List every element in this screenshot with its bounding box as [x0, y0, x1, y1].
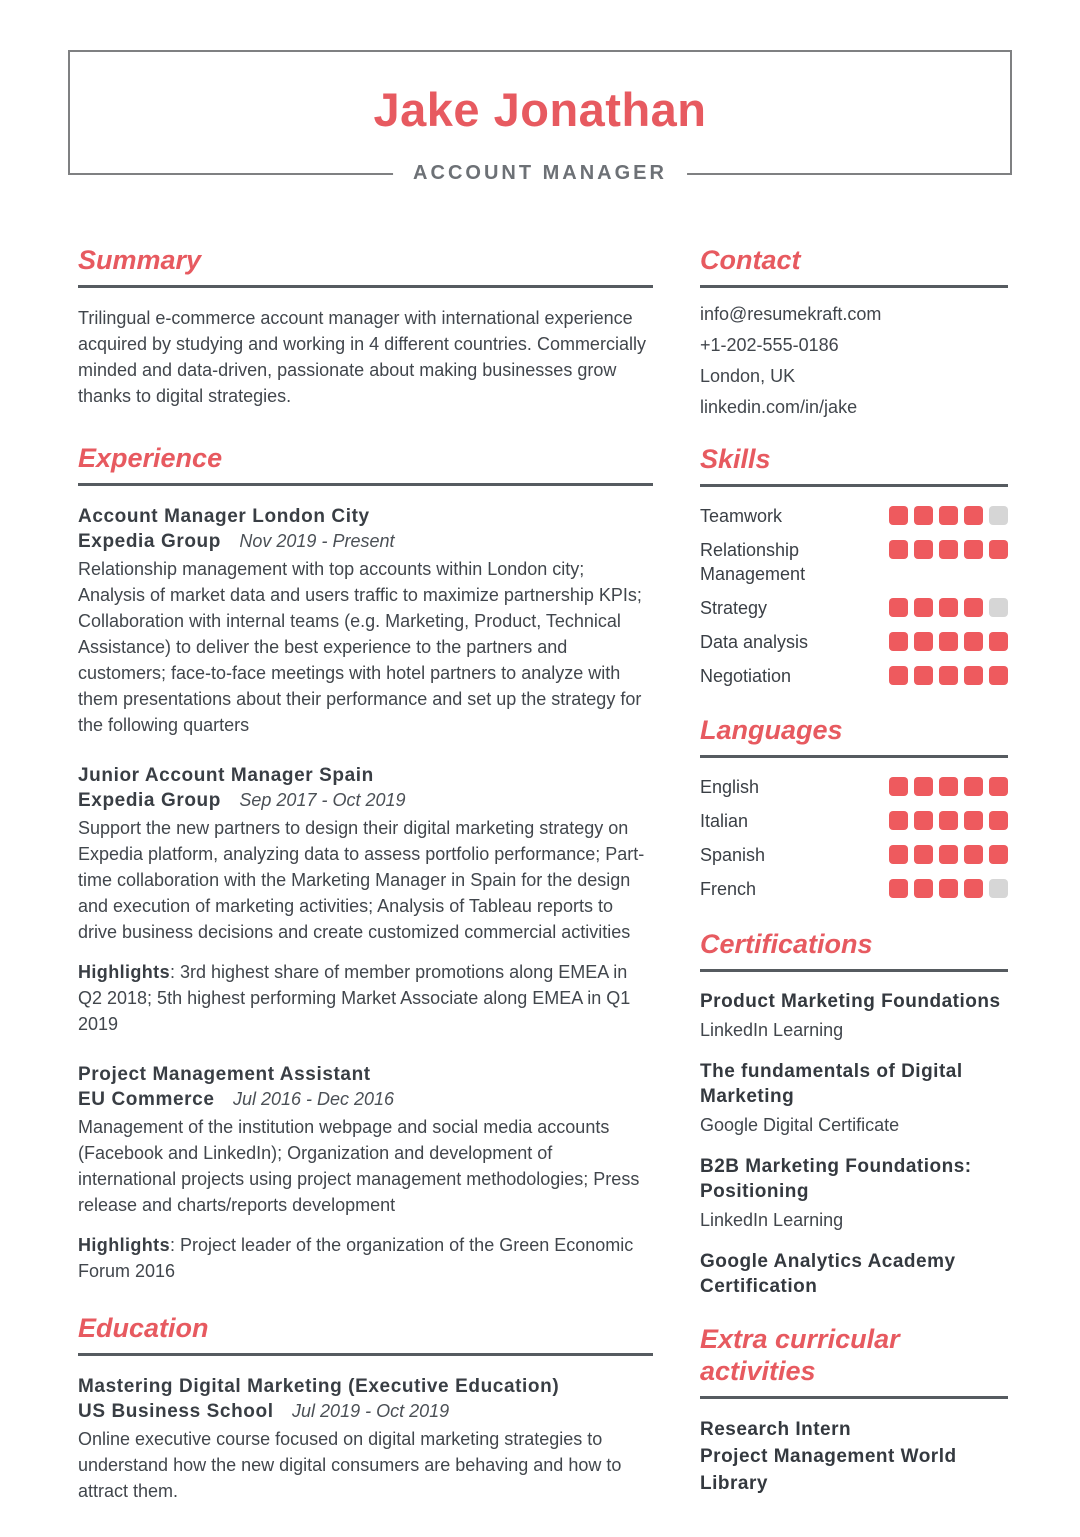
education-meta — [78, 1401, 653, 1423]
rating-row — [700, 664, 1008, 688]
rating-square-filled — [939, 845, 958, 864]
rating-squares — [889, 538, 1008, 559]
rating-square-empty — [989, 879, 1008, 898]
rating-row — [700, 504, 1008, 528]
extra-organization: Project Management World Library — [700, 1446, 957, 1494]
extra-activities-heading: Extra curricular activities — [700, 1324, 900, 1386]
skills-heading: Skills — [700, 444, 771, 474]
rating-label: English — [700, 777, 760, 797]
school-name: US Business School — [78, 1401, 274, 1422]
certification-name: The fundamentals of Digital Marketing — [700, 1061, 963, 1107]
languages-section — [700, 714, 1008, 901]
certification-name: B2B Marketing Foundations: Positioning — [700, 1156, 972, 1202]
rating-square-filled — [914, 777, 933, 796]
rating-square-filled — [889, 811, 908, 830]
company-name: EU Commerce — [78, 1089, 215, 1110]
rating-square-filled — [914, 632, 933, 651]
person-name: Jake Jonathan — [373, 83, 707, 136]
right-column — [700, 244, 1008, 1530]
rating-square-filled — [889, 632, 908, 651]
certifications-list — [700, 989, 1008, 1299]
extra-role: Research Intern — [700, 1419, 852, 1440]
rating-square-filled — [964, 632, 983, 651]
experience-section — [78, 442, 653, 1284]
highlights-label: Highlights — [78, 1235, 170, 1255]
education-dates: Jul 2019 - Oct 2019 — [292, 1401, 450, 1421]
heading-rule — [700, 1396, 1008, 1399]
contact-email: info@resumekraft.com — [700, 304, 882, 324]
rating-square-filled — [889, 879, 908, 898]
rating-square-filled — [939, 666, 958, 685]
rating-row — [700, 877, 1008, 901]
education-description: Online executive course focused on digital marketing strategies to understand how the new digital consumers are behaving and how to attract them. — [78, 1429, 622, 1501]
job-dates: Sep 2017 - Oct 2019 — [239, 790, 406, 810]
highlights-text: : 3rd highest share of member promotions along EMEA in Q2 2018; 5th highest performing Market Associate along EMEA in Q1 2019 — [78, 962, 631, 1034]
rating-squares — [889, 596, 1008, 617]
degree-title: Mastering Digital Marketing (Executive Education) — [78, 1376, 560, 1397]
heading-rule — [700, 484, 1008, 487]
certification-issuer: LinkedIn Learning — [700, 1020, 844, 1040]
heading-rule — [78, 1353, 653, 1356]
rating-label: Relationship Management — [700, 540, 806, 584]
rating-row — [700, 538, 1008, 586]
header-box — [68, 50, 1012, 184]
certification-name: Product Marketing Foundations — [700, 991, 1001, 1012]
rating-square-empty — [989, 598, 1008, 617]
rating-label: Italian — [700, 811, 749, 831]
heading-rule — [78, 285, 653, 288]
rating-row — [700, 843, 1008, 867]
rating-square-filled — [939, 598, 958, 617]
rating-squares — [889, 630, 1008, 651]
rating-square-filled — [914, 811, 933, 830]
rating-square-filled — [964, 666, 983, 685]
certification-issuer: LinkedIn Learning — [700, 1210, 844, 1230]
rating-square-filled — [914, 540, 933, 559]
rating-square-filled — [914, 879, 933, 898]
rating-square-filled — [889, 506, 908, 525]
rating-squares — [889, 504, 1008, 525]
rating-square-filled — [964, 506, 983, 525]
rating-square-filled — [989, 777, 1008, 796]
contact-phone: +1-202-555-0186 — [700, 335, 839, 355]
rating-square-filled — [889, 666, 908, 685]
rating-row — [700, 809, 1008, 833]
experience-heading: Experience — [78, 443, 223, 473]
skills-list — [700, 504, 1008, 688]
job-description: Relationship management with top accounts within London city; Analysis of market data and users traffic to maximize partnership KPIs; Collaboration with internal teams (e.g. Marketing, Product, Technical Assistance) to deliver the best experience to the partners and customers; face-to-face meetings with hotel partners to analyze with them presentations about their performance and set up the strategy for the following quarters — [78, 559, 642, 735]
rating-label: French — [700, 879, 757, 899]
rating-square-filled — [989, 540, 1008, 559]
rating-label: Negotiation — [700, 666, 792, 686]
rating-squares — [889, 843, 1008, 864]
job-title-banner: ACCOUNT MANAGER — [393, 162, 687, 185]
rating-squares — [889, 809, 1008, 830]
rating-squares — [889, 664, 1008, 685]
skills-section — [700, 443, 1008, 688]
rating-square-filled — [939, 777, 958, 796]
experience-entry — [78, 762, 653, 1037]
rating-square-filled — [989, 845, 1008, 864]
job-dates: Jul 2016 - Dec 2016 — [232, 1089, 395, 1109]
rating-square-filled — [914, 845, 933, 864]
certifications-section — [700, 928, 1008, 1299]
rating-label: Teamwork — [700, 506, 783, 526]
rating-square-filled — [939, 811, 958, 830]
extra-activities-section — [700, 1323, 1008, 1497]
rating-square-filled — [889, 598, 908, 617]
rating-square-filled — [989, 666, 1008, 685]
education-section — [78, 1312, 653, 1504]
job-highlights — [78, 959, 653, 1037]
rating-square-filled — [889, 777, 908, 796]
job-meta — [78, 790, 653, 812]
rating-square-filled — [964, 540, 983, 559]
contact-linkedin: linkedin.com/in/jake — [700, 397, 858, 417]
summary-heading: Summary — [78, 245, 202, 275]
rating-square-filled — [939, 540, 958, 559]
certification-issuer: Google Digital Certificate — [700, 1115, 900, 1135]
rating-square-filled — [914, 506, 933, 525]
job-meta — [78, 1089, 653, 1111]
rating-squares — [889, 775, 1008, 796]
company-name: Expedia Group — [78, 790, 221, 811]
rating-square-filled — [964, 879, 983, 898]
left-column — [78, 244, 653, 1537]
job-description: Support the new partners to design their digital marketing strategy on Expedia platform, analyzing data to assess portfolio performance; Part-time collaboration with the Marketing Manager in Spain for the design and execution of marketing activities; Analysis of Tableau reports to drive business decisions and create customized commercial activities — [78, 818, 645, 942]
rating-square-filled — [964, 811, 983, 830]
rating-square-filled — [964, 598, 983, 617]
rating-label: Spanish — [700, 845, 766, 865]
job-dates: Nov 2019 - Present — [239, 531, 395, 551]
rating-row — [700, 630, 1008, 654]
job-meta — [78, 531, 653, 553]
contact-section — [700, 244, 1008, 416]
rating-square-filled — [989, 632, 1008, 651]
rating-square-filled — [964, 845, 983, 864]
rating-row — [700, 775, 1008, 799]
education-entry — [78, 1373, 653, 1504]
company-name: Expedia Group — [78, 531, 221, 552]
rating-row — [700, 596, 1008, 620]
rating-square-filled — [989, 811, 1008, 830]
job-highlights — [78, 1232, 653, 1284]
education-heading: Education — [78, 1313, 209, 1343]
rating-square-filled — [964, 777, 983, 796]
job-title: Project Management Assistant — [78, 1064, 371, 1085]
rating-square-filled — [889, 845, 908, 864]
certifications-heading: Certifications — [700, 929, 873, 959]
contact-heading: Contact — [700, 245, 801, 275]
heading-rule — [78, 483, 653, 486]
job-title: Account Manager London City — [78, 506, 370, 527]
highlights-label: Highlights — [78, 962, 170, 982]
rating-square-filled — [939, 879, 958, 898]
rating-square-empty — [989, 506, 1008, 525]
experience-entry — [78, 1061, 653, 1284]
heading-rule — [700, 755, 1008, 758]
certification-name: Google Analytics Academy Certification — [700, 1251, 956, 1297]
heading-rule — [700, 969, 1008, 972]
rating-squares — [889, 877, 1008, 898]
contact-location: London, UK — [700, 366, 796, 386]
rating-square-filled — [914, 666, 933, 685]
experience-entry — [78, 503, 653, 738]
highlights-text: : Project leader of the organization of the Green Economic Forum 2016 — [78, 1235, 634, 1281]
rating-label: Strategy — [700, 598, 768, 618]
rating-square-filled — [889, 540, 908, 559]
heading-rule — [700, 285, 1008, 288]
rating-label: Data analysis — [700, 632, 809, 652]
job-description: Management of the institution webpage and social media accounts (Facebook and LinkedIn); Organization and development of international projects using project management methodologies; Press release and charts/reports development — [78, 1117, 640, 1215]
languages-list — [700, 775, 1008, 901]
job-title: Junior Account Manager Spain — [78, 765, 374, 786]
summary-section — [78, 244, 653, 409]
rating-square-filled — [914, 598, 933, 617]
rating-square-filled — [939, 632, 958, 651]
summary-text: Trilingual e-commerce account manager with international experience acquired by studying and working in 4 different countries. Commercially minded and data-driven, passionate about making businesses grow thanks to digital strategies. — [78, 308, 646, 406]
languages-heading: Languages — [700, 715, 843, 745]
rating-square-filled — [939, 506, 958, 525]
